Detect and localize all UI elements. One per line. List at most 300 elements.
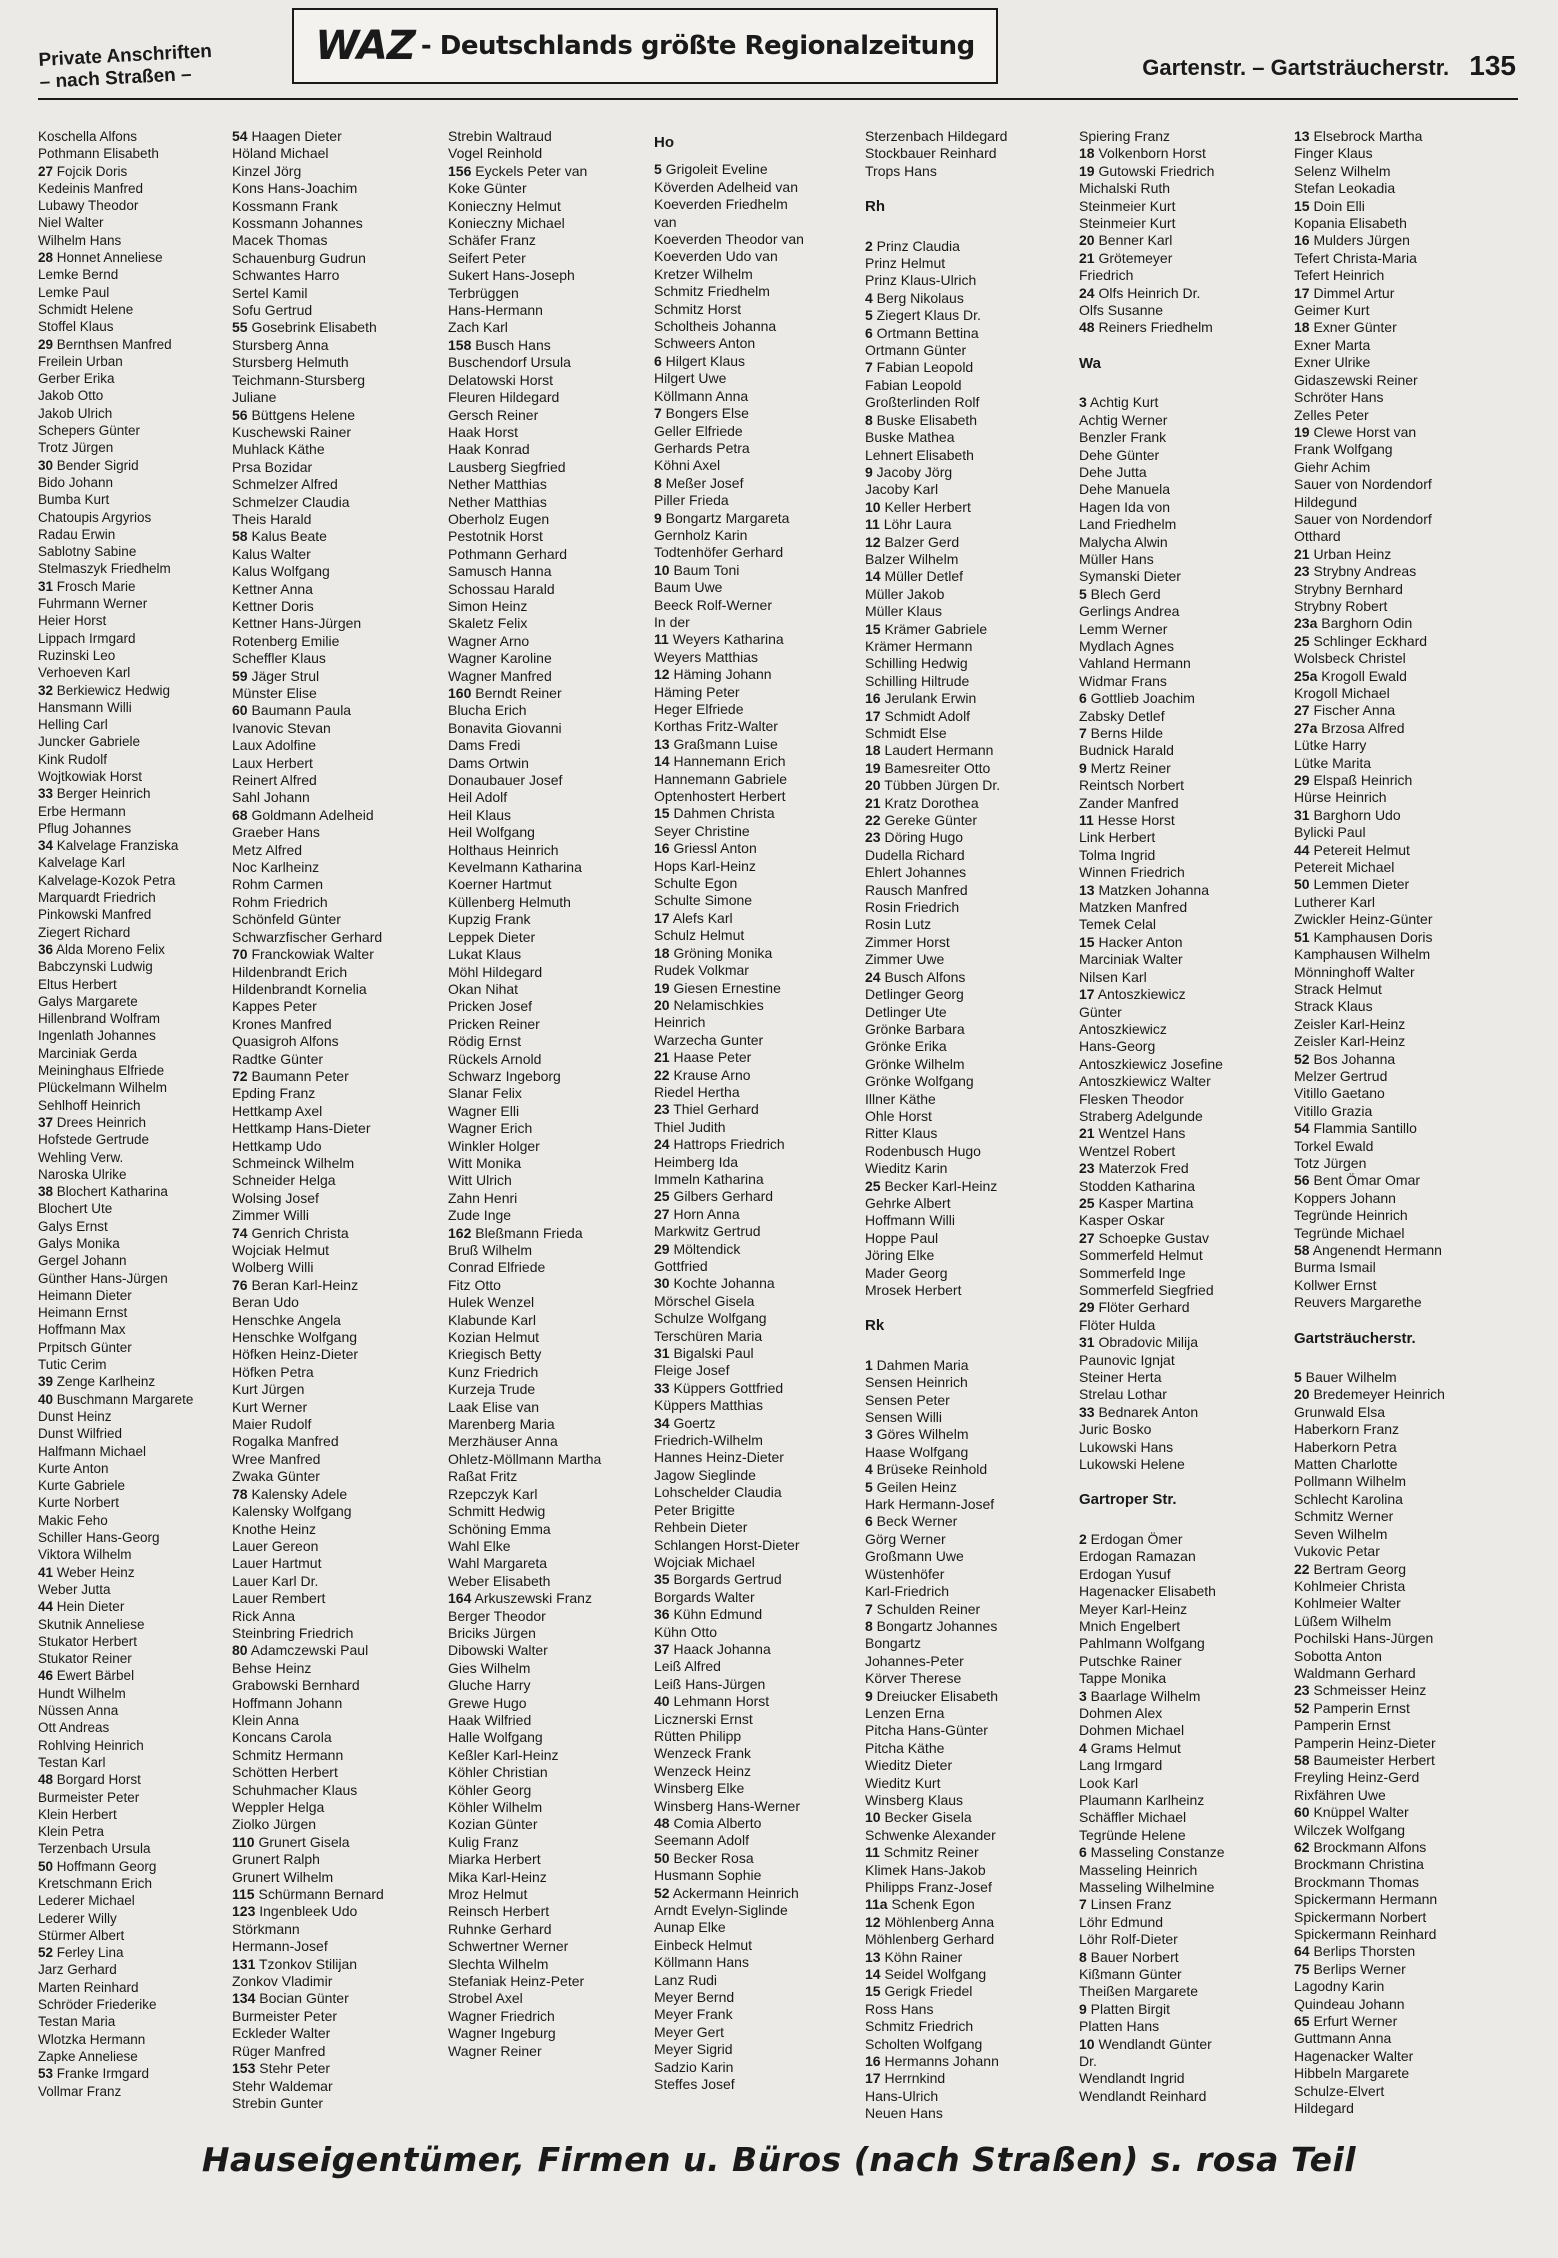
- resident-entry: Jarz Gerhard: [38, 1962, 117, 1978]
- resident-entry: Zude Inge: [448, 1207, 512, 1224]
- resident-entry: Mroz Helmut: [448, 1886, 528, 1903]
- resident-entry: Grönke Wilhelm: [865, 1055, 965, 1072]
- resident-entry: 22 Krause Arno: [654, 1066, 751, 1083]
- resident-entry: Kriegisch Betty: [448, 1346, 542, 1363]
- resident-entry: Koeverden Theodor van: [654, 231, 804, 248]
- resident-entry: Grönke Barbara: [865, 1020, 965, 1037]
- resident-entry: 27 Fojcik Doris: [38, 163, 128, 179]
- resident-entry: Schäfer Franz: [448, 232, 536, 249]
- resident-entry: 11 Weyers Katharina: [654, 631, 784, 648]
- resident-entry: 29 Flöter Gerhard: [1079, 1299, 1190, 1316]
- resident-entry: Ruhnke Gerhard: [448, 1920, 552, 1937]
- resident-entry: Schäffler Michael: [1079, 1809, 1187, 1826]
- resident-entry: Marenberg Maria: [448, 1416, 555, 1433]
- resident-entry: Bruß Wilhelm: [448, 1242, 533, 1258]
- resident-entry: Slanar Felix: [448, 1085, 522, 1102]
- resident-entry: 23 Strybny Andreas: [1294, 563, 1417, 580]
- resident-entry: Hildegund: [1294, 493, 1358, 510]
- resident-entry: Strebin Waltraud: [448, 128, 552, 144]
- resident-entry: 20 Tübben Jürgen Dr.: [865, 777, 1001, 794]
- resident-entry: Todtenhöfer Gerhard: [654, 544, 784, 561]
- resident-entry: Kollwer Ernst: [1294, 1276, 1377, 1293]
- house-number: 17: [1079, 986, 1095, 1003]
- resident-entry: Totz Jürgen: [1294, 1154, 1367, 1171]
- house-number: 22: [865, 812, 881, 829]
- resident-entry: Otthard: [1294, 528, 1341, 545]
- house-number: 5: [1294, 1369, 1302, 1386]
- resident-entry: 13 Elsebrock Martha: [1294, 128, 1423, 144]
- resident-entry: Meyer Bernd: [654, 1989, 735, 2006]
- resident-entry: 3 Achtig Kurt: [1079, 394, 1159, 411]
- resident-entry: Stürmer Albert: [38, 1927, 125, 1943]
- house-number: 11: [1079, 812, 1094, 829]
- house-number: 9: [654, 509, 662, 526]
- resident-entry: 13 Matzken Johanna: [1079, 881, 1209, 898]
- resident-entry: 31 Barghorn Udo: [1294, 806, 1401, 823]
- house-number: 30: [38, 457, 54, 473]
- resident-entry: Selenz Wilhelm: [1294, 162, 1391, 179]
- street-heading: Gartroper Str.: [1079, 1491, 1177, 1509]
- resident-entry: 11 Hesse Horst: [1079, 812, 1175, 829]
- resident-entry: Rzepczyk Karl: [448, 1485, 538, 1502]
- resident-entry: Lüßem Wilhelm: [1294, 1612, 1392, 1629]
- resident-entry: Strack Klaus: [1294, 998, 1373, 1015]
- resident-entry: 50 Becker Rosa: [654, 1849, 754, 1866]
- resident-entry: Häming Peter: [654, 683, 740, 700]
- spacer: [865, 1299, 1073, 1311]
- resident-entry: Schröter Hans: [1294, 389, 1384, 406]
- resident-entry: 24 Olfs Heinrich Dr.: [1079, 284, 1201, 301]
- resident-entry: Mönninghoff Walter: [1294, 963, 1415, 980]
- resident-entry: Köllmann Hans: [654, 1954, 749, 1971]
- house-number: 8: [865, 411, 873, 428]
- resident-entry: Haak Horst: [448, 423, 519, 440]
- spacer: [1079, 382, 1287, 394]
- house-number: 30: [654, 1275, 670, 1292]
- resident-entry: 25 Kasper Martina: [1079, 1194, 1194, 1211]
- resident-entry: Henschke Angela: [232, 1311, 341, 1328]
- resident-entry: Dudella Richard: [865, 846, 965, 863]
- resident-entry: Kretzer Wilhelm: [654, 265, 753, 282]
- resident-entry: Schmidt Helene: [38, 301, 134, 317]
- resident-entry: 153 Stehr Peter: [232, 2060, 331, 2077]
- resident-entry: Sauer von Nordendorf: [1294, 476, 1432, 493]
- house-number: 21: [1294, 545, 1310, 562]
- resident-entry: 55 Gosebrink Elisabeth: [232, 319, 377, 336]
- resident-entry: 8 Bauer Norbert: [1079, 1948, 1179, 1965]
- house-number: 46: [38, 1668, 54, 1684]
- resident-entry: Look Karl: [1079, 1774, 1139, 1791]
- resident-entry: Münster Elise: [232, 685, 317, 701]
- resident-entry: Meininghaus Elfriede: [38, 1063, 165, 1079]
- resident-entry: Eltus Herbert: [38, 976, 117, 992]
- resident-entry: Lukat Klaus: [448, 946, 522, 963]
- house-number: 34: [38, 838, 54, 854]
- resident-entry: Schöning Emma: [448, 1520, 551, 1537]
- house-number: 25a: [1294, 667, 1318, 684]
- resident-entry: Schiller Hans-Georg: [38, 1530, 160, 1546]
- resident-entry: 1 Dahmen Maria: [865, 1356, 969, 1373]
- house-number: 9: [1079, 2000, 1087, 2017]
- column-1: [38, 128, 248, 2118]
- resident-entry: Quasigroh Alfons: [232, 1033, 339, 1050]
- house-number: 48: [38, 1772, 54, 1788]
- house-number: 7: [865, 1600, 873, 1617]
- resident-entry: Dehe Manuela: [1079, 481, 1171, 498]
- resident-entry: 6 Hilgert Klaus: [654, 352, 746, 369]
- resident-entry: Ziolko Jürgen: [232, 1816, 317, 1833]
- resident-entry: Dams Fredi: [448, 737, 521, 754]
- resident-entry: Schwarz Ingeborg: [448, 1067, 561, 1084]
- resident-entry: 80 Adamczewski Paul: [232, 1642, 369, 1659]
- house-number: 18: [654, 944, 670, 961]
- resident-entry: Schulze Wolfgang: [654, 1310, 767, 1327]
- resident-entry: Malycha Alwin: [1079, 533, 1168, 550]
- house-number: 162: [448, 1224, 472, 1241]
- resident-entry: 50 Hoffmann Georg: [38, 1858, 157, 1874]
- column-3: [448, 128, 656, 2118]
- house-number: 7: [654, 405, 662, 422]
- resident-entry: 23 Materzok Fred: [1079, 1160, 1189, 1177]
- resident-entry: Marquardt Friedrich: [38, 890, 156, 906]
- house-number: 5: [865, 1478, 873, 1495]
- house-number: 22: [654, 1066, 670, 1083]
- resident-entry: Erdogan Ramazan: [1079, 1548, 1196, 1565]
- resident-entry: Nilsen Karl: [1079, 968, 1147, 985]
- resident-entry: Johannes-Peter: [865, 1652, 964, 1669]
- resident-entry: 20 Nelamischkies: [654, 996, 764, 1013]
- house-number: 17: [1294, 284, 1310, 301]
- resident-entry: 22 Gereke Günter: [865, 812, 978, 829]
- resident-entry: Galys Monika: [38, 1236, 120, 1251]
- house-number: 29: [1079, 1299, 1095, 1316]
- resident-entry: Scheffler Klaus: [232, 650, 326, 667]
- resident-entry: Scholtheis Johanna: [654, 318, 777, 335]
- resident-entry: Wolsing Josef: [232, 1189, 319, 1206]
- resident-entry: Strelau Lothar: [1079, 1386, 1167, 1403]
- resident-entry: Einbeck Helmut: [654, 1936, 753, 1953]
- resident-entry: Höfken Heinz-Dieter: [232, 1346, 359, 1363]
- resident-entry: 10 Baum Toni: [654, 561, 740, 578]
- resident-entry: Fabian Leopold: [865, 376, 962, 393]
- resident-entry: Juric Bosko: [1079, 1421, 1152, 1438]
- resident-entry: 16 Mulders Jürgen: [1294, 232, 1410, 249]
- resident-entry: 17 Herrnkind: [865, 2070, 946, 2087]
- house-number: 3: [865, 1426, 873, 1443]
- resident-entry: Wieditz Karin: [865, 1160, 948, 1177]
- house-number: 55: [232, 319, 248, 336]
- resident-entry: 52 Ackermann Heinrich: [654, 1884, 799, 1901]
- house-number: 27: [1079, 1229, 1095, 1246]
- resident-entry: Koerner Hartmut: [448, 876, 552, 893]
- resident-entry: Dunst Wilfried: [38, 1426, 123, 1442]
- resident-entry: Heimann Dieter: [38, 1287, 132, 1303]
- resident-entry: Hops Karl-Heinz: [654, 857, 756, 874]
- resident-entry: Exner Ulrike: [1294, 354, 1371, 371]
- resident-entry: Klimek Hans-Jakob: [865, 1861, 986, 1878]
- house-number: 15: [1079, 933, 1095, 950]
- house-number: 12: [865, 533, 881, 550]
- resident-entry: Zwaka Günter: [232, 1468, 320, 1485]
- resident-entry: 21 Kratz Dorothea: [865, 794, 979, 811]
- resident-entry: 34 Kalvelage Franziska: [38, 838, 179, 854]
- resident-entry: 58 Baumeister Herbert: [1294, 1751, 1435, 1768]
- resident-entry: 75 Berlips Werner: [1294, 1960, 1406, 1977]
- resident-entry: Schulte Simone: [654, 892, 753, 909]
- resident-entry: Ross Hans: [865, 2000, 934, 2017]
- resident-entry: 22 Bertram Georg: [1294, 1560, 1407, 1577]
- house-number: 21: [1079, 1125, 1095, 1142]
- house-number: 24: [1079, 284, 1095, 301]
- resident-entry: Kunz Friedrich: [448, 1363, 539, 1380]
- resident-entry: 59 Jäger Strul: [232, 667, 320, 684]
- resident-entry: 60 Knüppel Walter: [1294, 1804, 1409, 1821]
- resident-entry: 110 Grunert Gisela: [232, 1833, 350, 1850]
- resident-entry: Vogel Reinhold: [448, 145, 543, 162]
- resident-entry: Zabsky Detlef: [1079, 707, 1165, 724]
- spacer: [1079, 337, 1287, 349]
- resident-entry: Schmitz Friedrich: [865, 2018, 974, 2035]
- resident-entry: Burmeister Peter: [232, 2007, 338, 2024]
- resident-entry: Jakob Otto: [38, 388, 104, 404]
- resident-entry: 16 Griessl Anton: [654, 840, 757, 857]
- resident-entry: Spickermann Hermann: [1294, 1891, 1438, 1908]
- resident-entry: Schilling Hedwig: [865, 655, 968, 672]
- house-number: 74: [232, 1224, 248, 1241]
- resident-entry: Symanski Dieter: [1079, 568, 1181, 585]
- resident-entry: Weber Jutta: [38, 1581, 111, 1597]
- resident-entry: Gerber Erika: [38, 371, 115, 387]
- resident-entry: Ott Andreas: [38, 1720, 110, 1736]
- resident-entry: 34 Goertz: [654, 1414, 716, 1431]
- resident-entry: Sadzio Karin: [654, 2058, 734, 2075]
- resident-entry: Lütke Marita: [1294, 754, 1372, 771]
- resident-entry: Markwitz Gertrud: [654, 1223, 761, 1240]
- resident-entry: 17 Schmidt Adolf: [865, 707, 971, 724]
- resident-entry: Laak Elise van: [448, 1398, 540, 1415]
- resident-entry: Klein Anna: [232, 1711, 299, 1728]
- resident-entry: Karl-Friedrich: [865, 1583, 950, 1600]
- resident-entry: Lauer Gereon: [232, 1537, 319, 1554]
- resident-entry: Schwantes Harro: [232, 267, 340, 284]
- resident-entry: Keßler Karl-Heinz: [448, 1746, 559, 1763]
- house-number: 8: [865, 1617, 873, 1634]
- resident-entry: Buske Mathea: [865, 429, 955, 446]
- house-number: 8: [654, 474, 662, 491]
- resident-entry: Strybny Bernhard: [1294, 580, 1403, 597]
- house-number: 62: [1294, 1839, 1310, 1855]
- resident-entry: 65 Erfurt Werner: [1294, 2013, 1398, 2030]
- resident-entry: 162 Bleßmann Frieda: [448, 1224, 583, 1241]
- street-range: Gartenstr. – Gartsträucherstr.: [1142, 55, 1450, 80]
- resident-entry: Höland Michael: [232, 145, 329, 162]
- resident-entry: Zeisler Karl-Heinz: [1294, 1033, 1406, 1050]
- resident-entry: Hannes Heinz-Dieter: [654, 1449, 784, 1466]
- resident-entry: Pinkowski Manfred: [38, 907, 152, 923]
- resident-entry: 25a Krogoll Ewald: [1294, 667, 1407, 684]
- resident-entry: Wree Manfred: [232, 1450, 321, 1467]
- resident-entry: Tefert Heinrich: [1294, 267, 1385, 284]
- resident-entry: Radtke Günter: [232, 1050, 324, 1067]
- house-number: 25: [654, 1188, 670, 1205]
- resident-entry: 37 Haack Johanna: [654, 1640, 771, 1657]
- house-number: 18: [865, 742, 881, 759]
- resident-entry: Rosin Lutz: [865, 916, 932, 933]
- resident-entry: 27 Horn Anna: [654, 1205, 740, 1222]
- house-number: 21: [865, 794, 881, 811]
- resident-entry: Möhl Hildegard: [448, 963, 543, 980]
- resident-entry: Wagner Manfred: [448, 667, 552, 684]
- resident-entry: Mader Georg: [865, 1264, 948, 1281]
- house-number: 33: [654, 1379, 670, 1396]
- resident-entry: Vitillo Grazia: [1294, 1102, 1373, 1119]
- house-number: 36: [654, 1606, 670, 1623]
- house-number: 38: [38, 1184, 54, 1200]
- resident-entry: Meyer Gert: [654, 2023, 725, 2040]
- resident-entry: Rohm Carmen: [232, 876, 324, 893]
- resident-entry: Gerlings Andrea: [1079, 603, 1180, 620]
- resident-entry: Witt Monika: [448, 1154, 522, 1171]
- resident-entry: Schmidt Else: [865, 725, 947, 741]
- resident-entry: Wendlandt Ingrid: [1079, 2070, 1185, 2087]
- resident-entry: Zapke Anneliese: [38, 2048, 138, 2064]
- resident-entry: Pamperin Ernst: [1294, 1717, 1391, 1734]
- resident-entry: Piller Frieda: [654, 492, 729, 509]
- spacer: [1079, 1473, 1287, 1485]
- section-label: [38, 41, 214, 94]
- resident-entry: Heil Adolf: [448, 789, 508, 806]
- house-number: 54: [1294, 1120, 1310, 1137]
- resident-entry: Hermann-Josef: [232, 1938, 328, 1955]
- resident-entry: Hettkamp Hans-Dieter: [232, 1120, 371, 1137]
- resident-entry: Philipps Franz-Josef: [865, 1879, 992, 1895]
- resident-entry: Borgards Walter: [654, 1588, 755, 1605]
- house-number: 11a: [865, 1896, 888, 1913]
- resident-entry: Optenhostert Herbert: [654, 788, 786, 805]
- resident-entry: 40 Lehmann Horst: [654, 1693, 770, 1710]
- house-number: 56: [232, 406, 248, 423]
- house-number: 40: [654, 1693, 670, 1710]
- resident-entry: Lubawy Theodor: [38, 198, 139, 214]
- resident-entry: Gottfried: [654, 1258, 708, 1274]
- house-number: 9: [865, 463, 873, 480]
- resident-entry: 76 Beran Karl-Heinz: [232, 1276, 359, 1293]
- resident-entry: Behse Heinz: [232, 1659, 312, 1676]
- resident-entry: Kalus Wolfgang: [232, 563, 330, 580]
- resident-entry: 27 Schoepke Gustav: [1079, 1229, 1209, 1246]
- street-heading: Rk: [865, 1317, 885, 1335]
- house-number: 5: [654, 161, 662, 178]
- resident-entry: Gehrke Albert: [865, 1194, 951, 1211]
- resident-entry: 11 Löhr Laura: [865, 516, 952, 533]
- resident-entry: Konieczny Helmut: [448, 197, 561, 214]
- resident-entry: 78 Kalensky Adele: [232, 1485, 348, 1502]
- house-number: 14: [865, 568, 881, 585]
- resident-entry: 7 Bongers Else: [654, 405, 749, 422]
- house-number: 3: [1079, 394, 1087, 411]
- resident-entry: Wolberg Willi: [232, 1259, 314, 1276]
- resident-entry: Ingenlath Johannes: [38, 1028, 156, 1044]
- resident-entry: Kossmann Frank: [232, 197, 338, 214]
- resident-entry: Dehe Günter: [1079, 446, 1160, 463]
- resident-entry: Grönke Wolfgang: [865, 1073, 974, 1090]
- resident-entry: Hibbeln Margarete: [1294, 2065, 1410, 2082]
- resident-entry: 74 Genrich Christa: [232, 1224, 349, 1241]
- resident-entry: Stodden Katharina: [1079, 1177, 1195, 1194]
- house-number: 4: [865, 1461, 873, 1478]
- resident-entry: Kalus Walter: [232, 545, 311, 562]
- resident-entry: Rodenbusch Hugo: [865, 1142, 981, 1159]
- resident-entry: Sommerfeld Siegfried: [1079, 1282, 1214, 1298]
- resident-entry: 21 Grötemeyer: [1079, 249, 1173, 266]
- resident-entry: Hundt Wilhelm: [38, 1685, 126, 1701]
- resident-entry: Tegründe Helene: [1079, 1826, 1186, 1843]
- resident-entry: Testan Maria: [38, 2014, 116, 2030]
- resident-entry: Lütke Harry: [1294, 737, 1367, 754]
- resident-entry: Krogoll Michael: [1294, 685, 1390, 701]
- resident-entry: 158 Busch Hans: [448, 336, 551, 353]
- resident-entry: 18 Laudert Hermann: [865, 742, 994, 759]
- resident-entry: Zeisler Karl-Heinz: [1294, 1015, 1406, 1032]
- resident-entry: Exner Marta: [1294, 336, 1371, 353]
- resident-entry: Melzer Gertrud: [1294, 1067, 1388, 1084]
- resident-entry: 54 Flammia Santillo: [1294, 1120, 1417, 1137]
- resident-entry: 6 Beck Werner: [865, 1513, 958, 1530]
- house-number: 17: [654, 909, 670, 926]
- resident-entry: 38 Blochert Katharina: [38, 1184, 168, 1200]
- resident-entry: Naroska Ulrike: [38, 1166, 127, 1182]
- resident-entry: Leppek Dieter: [448, 928, 536, 945]
- house-number: 31: [1294, 806, 1310, 823]
- resident-entry: Tappe Monika: [1079, 1670, 1167, 1687]
- resident-entry: 25 Becker Karl-Heinz: [865, 1177, 998, 1194]
- resident-entry: Pochilski Hans-Jürgen: [1294, 1630, 1434, 1647]
- resident-entry: Kettner Doris: [232, 597, 314, 614]
- resident-entry: Winsberg Hans-Werner: [654, 1797, 801, 1814]
- resident-entry: Marciniak Walter: [1079, 951, 1183, 968]
- resident-entry: Hark Hermann-Josef: [865, 1496, 995, 1513]
- resident-entry: Schmitt Hedwig: [448, 1503, 546, 1520]
- house-number: 1: [865, 1356, 873, 1373]
- house-number: 80: [232, 1642, 248, 1659]
- resident-entry: 48 Reiners Friedhelm: [1079, 319, 1213, 336]
- resident-entry: Gersch Reiner: [448, 406, 539, 423]
- resident-entry: Wehling Verw.: [38, 1149, 124, 1165]
- resident-entry: Juncker Gabriele: [38, 734, 141, 750]
- resident-entry: 50 Lemmen Dieter: [1294, 876, 1410, 893]
- resident-entry: Pricken Josef: [448, 998, 533, 1015]
- street-heading: Wa: [1079, 354, 1101, 372]
- house-number: 14: [654, 753, 670, 770]
- resident-entry: Rotenberg Emilie: [232, 632, 340, 649]
- resident-entry: Kozian Günter: [448, 1816, 538, 1833]
- resident-entry: 58 Angenendt Hermann: [1294, 1242, 1442, 1258]
- resident-entry: 2 Erdogan Ömer: [1079, 1530, 1183, 1547]
- resident-entry: 3 Göres Wilhelm: [865, 1426, 969, 1443]
- waz-logo: WAZ: [315, 23, 415, 69]
- house-number: 39: [38, 1374, 54, 1390]
- resident-entry: 11 Schmitz Reiner: [865, 1844, 979, 1861]
- resident-entry: Lauer Karl Dr.: [232, 1572, 319, 1589]
- spacer: [865, 1345, 1073, 1357]
- house-number: 20: [1079, 232, 1095, 249]
- resident-entry: 160 Berndt Reiner: [448, 685, 562, 701]
- resident-entry: Lemke Bernd: [38, 267, 119, 283]
- resident-entry: 39 Zenge Karlheinz: [38, 1374, 156, 1390]
- resident-entry: Blochert Ute: [38, 1201, 113, 1217]
- resident-entry: 17 Dimmel Artur: [1294, 284, 1395, 301]
- resident-entry: Hans-Georg: [1079, 1038, 1156, 1055]
